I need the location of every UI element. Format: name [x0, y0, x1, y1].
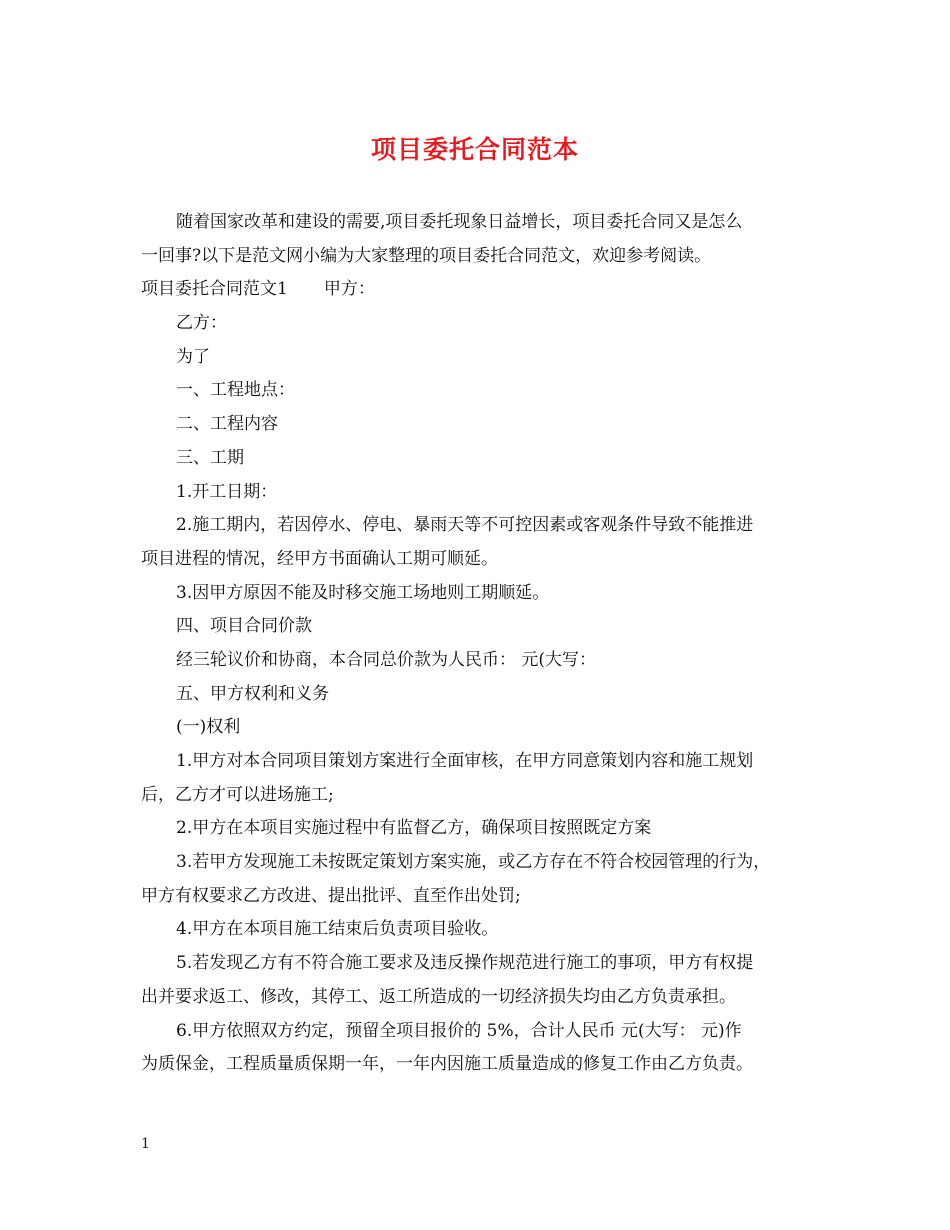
party-b-label: 乙方：: [176, 313, 227, 334]
paragraph-line: 后，乙方才可以进场施工;: [141, 784, 334, 805]
contract-number-label: 项目委托合同范文1: [141, 279, 288, 300]
paragraph-line: 6.甲方依照双方约定，预留全项目报价的 5%，合计人民币 元(大写： 元)作: [176, 1020, 742, 1041]
paragraph-line: 甲方有权要求乙方改进、提出批评、直至作出处罚;: [141, 885, 521, 906]
paragraph-line: 2.施工期内，若因停水、停电、暴雨天等不可控因素或客观条件导致不能推进: [176, 515, 754, 536]
paragraph-line: 为质保金，工程质量质保期一年，一年内因施工质量造成的修复工作由乙方负责。: [141, 1054, 753, 1075]
page-number: 1: [141, 1136, 150, 1152]
document-body: [141, 206, 821, 1082]
paragraph-line: 4.甲方在本项目施工结束后负责项目验收。: [176, 919, 499, 940]
section-heading: 一、工程地点：: [176, 380, 295, 401]
paragraph-line: 1.开工日期：: [176, 481, 278, 502]
paragraph-line: 3.若甲方发现施工未按既定策划方案实施，或乙方存在不符合校园管理的行为，: [176, 852, 771, 873]
paragraph-line: 出并要求返工、修改，其停工、返工所造成的一切经济损失均由乙方负责承担。: [141, 986, 736, 1007]
subsection-heading: (一)权利: [176, 717, 241, 738]
paragraph-line: 随着国家改革和建设的需要,项目委托现象日益增长，项目委托合同又是怎么: [176, 212, 743, 232]
section-heading: 四、项目合同价款: [176, 616, 312, 637]
party-a-label: 甲方：: [323, 279, 375, 300]
paragraph-line: 项目进程的情况，经甲方书面确认工期可顺延。: [141, 548, 498, 569]
paragraph-line: 3.因甲方原因不能及时移交施工场地则工期顺延。: [176, 582, 550, 603]
paragraph-line: 5.若发现乙方有不符合施工要求及违反操作规范进行施工的事项，甲方有权提: [176, 953, 754, 974]
paragraph-line: 1.甲方对本合同项目策划方案进行全面审核，在甲方同意策划内容和施工规划: [176, 751, 754, 771]
contract-heading-line: [141, 273, 821, 307]
section-heading: 三、工期: [176, 447, 244, 468]
document-title: 项目委托合同范本: [370, 135, 579, 164]
paragraph-line: 经三轮议价和协商，本合同总价款为人民币： 元(大写：: [176, 649, 597, 670]
section-heading: 五、甲方权利和义务: [176, 683, 329, 704]
paragraph-line: 一回事?以下是范文网小编为大家整理的项目委托合同范文，欢迎参考阅读。: [141, 245, 712, 266]
paragraph-line: 为了: [176, 346, 210, 367]
paragraph-line: 2.甲方在本项目实施过程中有监督乙方，确保项目按照既定方案: [176, 818, 652, 839]
section-heading: 二、工程内容: [176, 414, 278, 435]
